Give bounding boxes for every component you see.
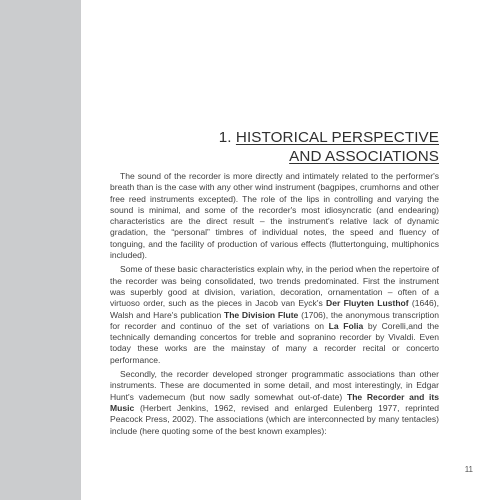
chapter-title-line-2: AND ASSOCIATIONS (289, 148, 439, 165)
body-text (110, 171, 439, 440)
paragraph-3-text-2: (Herbert Jenkins, 1962, revised and enlarged Eulenberg 1977, reprinted Peacock Press, 2002). The associations (which are interconnected by many tentacles) include (here quoting some of the best known examples): (110, 402, 439, 436)
paragraph-3 (110, 369, 439, 437)
chapter-title-line-1: HISTORICAL PERSPECTIVE (235, 129, 439, 146)
work-title-the-division-flute: The Division Flute (223, 309, 299, 320)
left-margin-band (0, 0, 81, 500)
chapter-heading-line-1 (219, 128, 439, 147)
paragraph-2 (110, 264, 439, 366)
paragraph-2-text-3: (1706), the anonymous transcription for recorder and continuo of the set of variations on (110, 309, 440, 331)
work-title-the-recorder-and-its-music: The Recorder and its Music (110, 391, 440, 413)
work-title-la-folia: La Folia (328, 320, 364, 331)
paragraph-2-text-2: (1646), Walsh and Hare's publication (110, 298, 439, 320)
page-number: 11 (464, 465, 473, 474)
chapter-heading (219, 128, 439, 166)
paragraph-2-text-4: by Corelli,and the technically demanding concertos for treble and sopranino recorder by Vivaldi. Even today these works are the mainstay of many a recorder recital or concerto performance. (110, 320, 440, 365)
chapter-heading-line-2 (219, 147, 439, 166)
paragraph-1: The sound of the recorder is more directly and intimately related to the performer's breath than is the case with any other wind instrument (bagpipes, crumhorns and other free reed instruments excepted). The role of the lips in controlling and varying the sound is minimal, and some of the recorder's most idiosyncratic (and endearing) characteristics are the direct result – the instrument's relative lack of dynamic gradation, the “personal” timbres of individual notes, the speed and fluency of tonguing, and the facility of production of various effects (fluttertonguing, multiphonics included). (110, 171, 439, 261)
work-title-der-fluyten-lusthof: Der Fluyten Lusthof (326, 298, 409, 309)
paragraph-3-text-1: Secondly, the recorder developed stronger programmatic associations than other instruments. These are documented in some detail, and most interestingly, in Edgar Hunt's vademecum (but now sadly somewhat out-of-date) (110, 369, 439, 402)
chapter-number: 1. (218, 129, 232, 146)
paragraph-2-text-1: Some of these basic characteristics explain why, in the period when the repertoire of the recorder was being consolidated, two trends predominated. First the instrument was superbly good at division, variation, decoration, ornamentation – often of a virtuoso order, such as the pieces in Jacob van Eyck's (110, 264, 439, 309)
